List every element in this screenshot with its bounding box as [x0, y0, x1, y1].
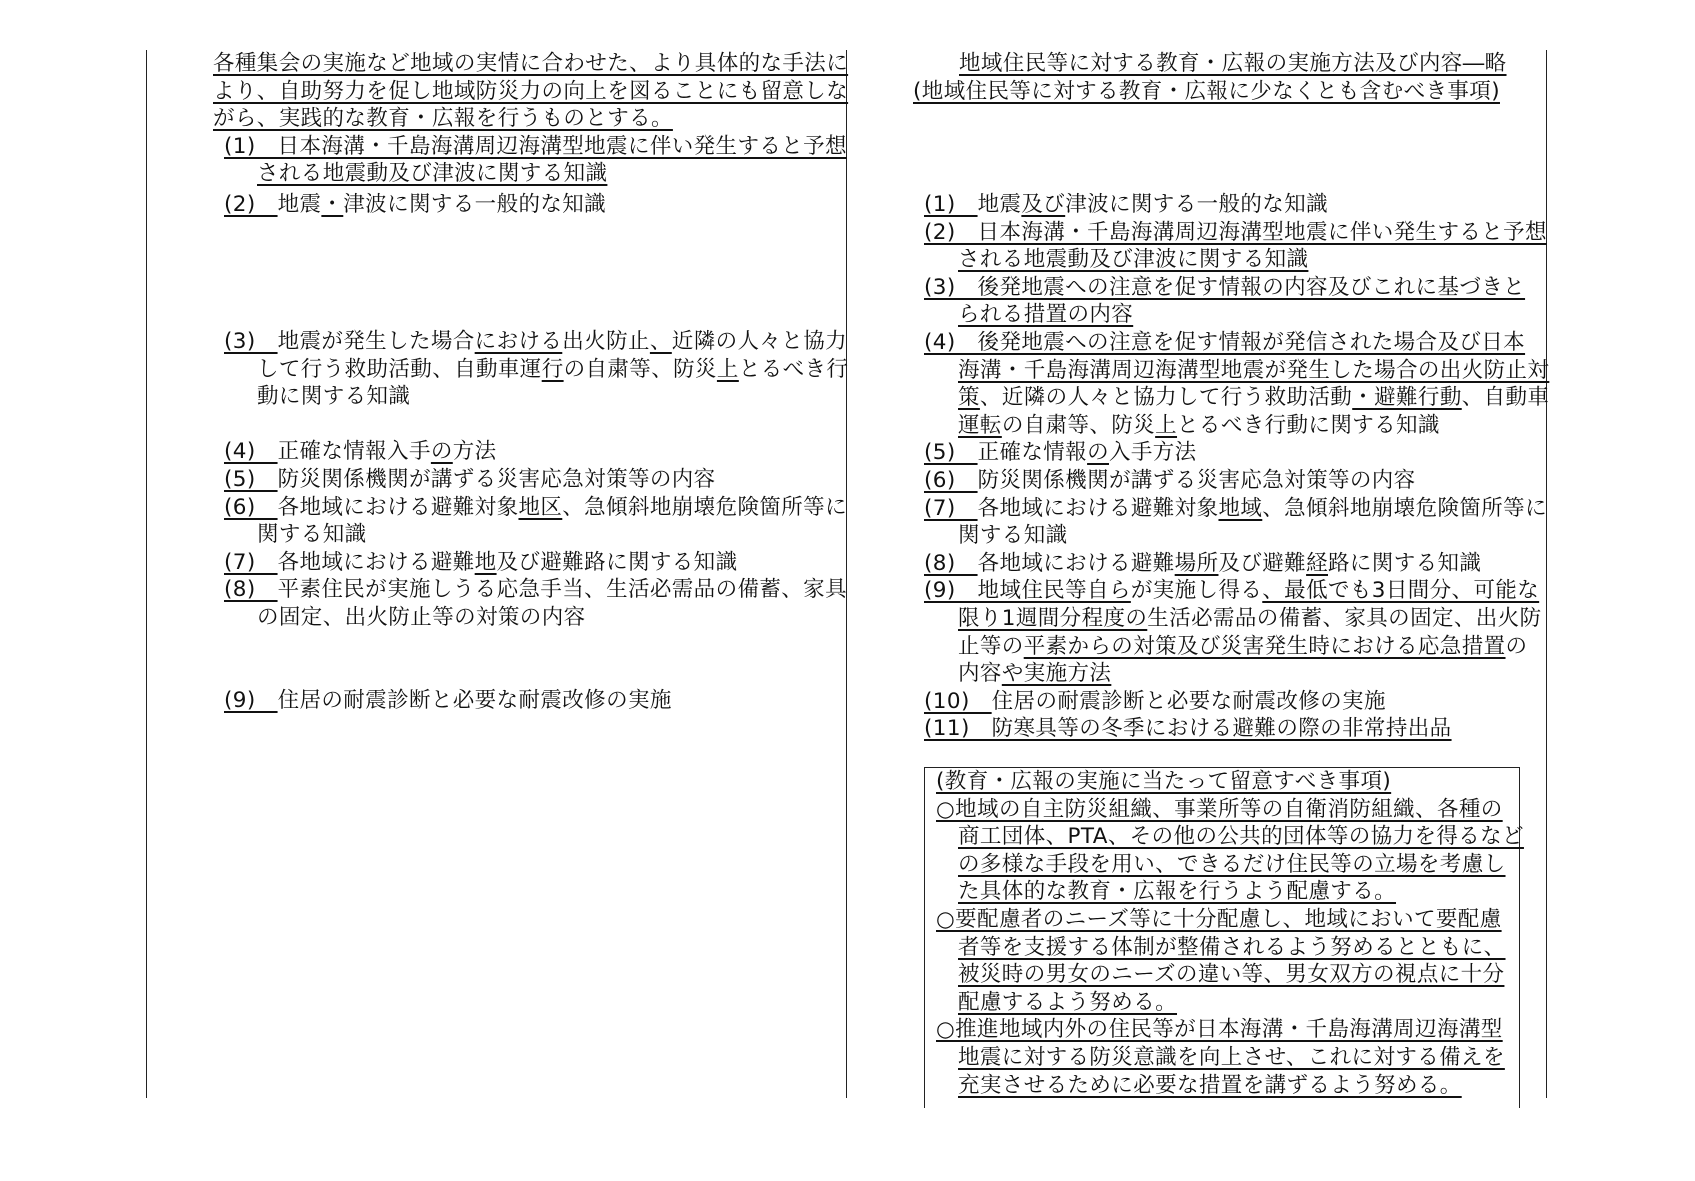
- text-line: [257, 383, 410, 411]
- text-line: [257, 160, 607, 188]
- right-column-border: [1546, 50, 1547, 1098]
- text-line: [213, 78, 848, 106]
- text-segment: ・避難行動: [1352, 385, 1462, 411]
- text-line: [958, 384, 1549, 412]
- text-segment: (1): [924, 192, 978, 217]
- text-segment: 運転: [958, 412, 1002, 438]
- text-line: [213, 105, 673, 133]
- text-line: [958, 412, 1440, 440]
- text-line: [958, 989, 1177, 1017]
- text-segment: 防災関係機関が講ずる災害応急対策等の内容: [277, 467, 716, 492]
- text-segment: の: [430, 439, 453, 465]
- text-segment: 、急傾斜地崩壊危険箇所等に: [1262, 495, 1547, 521]
- text-segment: 内容: [958, 661, 1002, 687]
- list-item: [224, 549, 737, 577]
- text-segment: (10): [924, 688, 992, 714]
- text-segment: (8): [224, 577, 278, 603]
- list-item: [924, 495, 1547, 523]
- list-item: [224, 438, 497, 466]
- text-segment: がら、実践的な教育・広報を行うものとする。: [213, 106, 673, 132]
- list-item: [924, 439, 1197, 467]
- list-item: [924, 274, 1525, 302]
- text-segment: られる措置の内容: [958, 302, 1134, 328]
- text-segment: (11) 防寒具等の冬季における避難の際の非常持出品: [924, 716, 1452, 742]
- text-line: [257, 521, 367, 549]
- section-title: [959, 50, 1507, 78]
- text-segment: ・: [321, 192, 344, 217]
- list-item: [924, 219, 1547, 247]
- list-item: [924, 577, 1539, 605]
- text-segment: 、自動車: [1461, 385, 1550, 411]
- list-item: [924, 688, 1386, 716]
- text-segment: の: [1505, 633, 1528, 659]
- list-item: [924, 329, 1525, 357]
- text-segment: (7): [224, 549, 278, 575]
- text-segment: (2) 日本海溝・千島海溝周辺海溝型地震に伴い発生すると予想: [924, 219, 1547, 245]
- text-line: [958, 522, 1068, 550]
- text-segment: 上: [716, 356, 739, 382]
- note-item: [936, 796, 1503, 824]
- text-segment: における: [474, 329, 563, 354]
- text-segment: 地震: [277, 192, 322, 217]
- list-item: [924, 715, 1452, 743]
- text-segment: (4): [224, 439, 278, 465]
- text-segment: 関する知識: [958, 523, 1068, 549]
- center-column-divider: [846, 50, 847, 1098]
- text-line: [958, 878, 1396, 906]
- text-segment: 地域住民等に対する教育・広報の実施方法及び内容―略: [959, 51, 1507, 76]
- text-segment: 地域: [1218, 495, 1263, 521]
- text-segment: 商工団体、PTA、その他の公共的団体等の協力を得るなど: [958, 824, 1524, 850]
- text-segment: 出火防止: [562, 329, 650, 354]
- text-segment: 各地域における避難対象: [977, 495, 1219, 521]
- text-segment: 及び避難路に関する知識: [496, 549, 738, 575]
- text-segment: 、急傾斜地崩壊危険箇所等に: [562, 494, 847, 520]
- list-item: [224, 191, 606, 219]
- text-segment: (1) 日本海溝・千島海溝周辺海溝型地震に伴い発生すると予想: [224, 133, 847, 159]
- list-item: [224, 133, 847, 161]
- text-segment: 地区: [518, 494, 563, 520]
- text-line: [958, 357, 1549, 385]
- text-segment: (3): [224, 329, 278, 354]
- text-segment: (教育・広報の実施に当たって留意すべき事項): [936, 769, 1392, 794]
- list-item: [924, 550, 1481, 578]
- text-line: [958, 246, 1308, 274]
- text-segment: 被災時の男女のニーズの違い等、男女双方の視点に十分: [958, 962, 1505, 988]
- text-segment: (5): [224, 467, 278, 492]
- text-segment: 平素からの対策及び災害発生時における応急措置: [1023, 633, 1506, 659]
- text-segment: 、近隣の人々と協力して行う救助活動: [979, 385, 1353, 411]
- text-segment: 及び: [1021, 192, 1066, 217]
- list-item: [224, 687, 672, 715]
- text-line: [958, 660, 1111, 688]
- text-segment: 、: [649, 329, 672, 354]
- text-segment: 近隣の人々と協力: [671, 329, 847, 354]
- list-item: [924, 467, 1416, 495]
- text-segment: 地: [474, 549, 497, 575]
- text-segment: 地震が発生した場合: [277, 329, 475, 354]
- text-segment: とるべき行: [738, 356, 849, 382]
- text-segment: ○要配慮者のニーズ等に十分配慮し、地域において要配慮: [936, 907, 1502, 932]
- list-item: [924, 191, 1328, 219]
- text-segment: 海溝・千島海溝周辺海溝型地震が発生した場合の出火防止対: [958, 357, 1550, 383]
- text-segment: 各種集会の実施など地域の実情に合わせた、より具体的な手法に: [213, 51, 849, 76]
- text-segment: ○推進地域内外の住民等が日本海溝・千島海溝周辺海溝型: [936, 1017, 1503, 1043]
- text-line: [213, 50, 848, 78]
- text-line: [958, 823, 1524, 851]
- text-segment: (9) 地域住民等自ら: [924, 578, 1131, 604]
- notes-box-title: [936, 768, 1391, 796]
- text-line: [958, 301, 1133, 329]
- text-segment: 経: [1306, 550, 1328, 576]
- text-segment: の自粛等、防災: [1001, 412, 1156, 438]
- text-line: [958, 1072, 1462, 1100]
- text-segment: 住居の耐震診断と必要な耐震改修の実施: [277, 687, 672, 713]
- text-segment: して行う救助活動、自動車運: [257, 356, 542, 382]
- text-segment: 各地域における避難対象: [277, 494, 519, 520]
- note-item: [936, 1016, 1503, 1044]
- text-segment: (8): [924, 550, 978, 576]
- list-item: [224, 328, 847, 356]
- text-segment: 津波に関する一般的な知識: [343, 192, 607, 217]
- text-segment: 生活必需品の備蓄、家具の固定、出火防: [1147, 606, 1542, 631]
- note-item: [936, 906, 1502, 934]
- text-segment: 充実させるために必要な措置を講ずるよう努める。: [958, 1072, 1462, 1098]
- text-segment: 入手方法: [1108, 440, 1197, 466]
- text-segment: 策: [958, 385, 980, 411]
- text-segment: 津波に関する一般的な知識: [1065, 192, 1328, 217]
- left-column-border: [146, 50, 147, 1098]
- text-segment: (地域住民等に対する教育・広報に少なくとも含むべき事項): [913, 78, 1500, 104]
- section-subtitle: [913, 78, 1500, 106]
- text-segment: (3) 後発地震への注意を促す情報の内容及びこれに基づきと: [924, 274, 1526, 300]
- text-segment: 上: [1155, 412, 1178, 438]
- text-segment: (6): [924, 468, 978, 493]
- text-segment: される地震動及び津波に関する知識: [958, 247, 1309, 273]
- text-line: [958, 934, 1506, 962]
- text-segment: とるべき行動に関する知識: [1177, 412, 1440, 438]
- text-segment: 配慮するよう努める。: [958, 989, 1178, 1015]
- text-segment: が実施し得る: [1130, 578, 1263, 604]
- text-line: [958, 1044, 1505, 1072]
- text-segment: 限り1週間分程度の: [958, 606, 1148, 631]
- text-segment: 、最低でも3日間分、可能な: [1262, 578, 1540, 604]
- list-item: [224, 494, 847, 522]
- text-segment: 平素住民が実施しうる応急手当、生活必需品の備蓄、家具: [277, 577, 847, 603]
- text-segment: や実施方法: [1001, 661, 1112, 687]
- text-segment: 地震: [977, 192, 1022, 217]
- text-segment: される地震動及び津波に関する知識: [257, 161, 608, 187]
- text-segment: ○地域の自主防災組織、事業所等の自衛消防組織、各種の: [936, 796, 1503, 822]
- text-segment: (5): [924, 440, 978, 466]
- text-segment: 路に関する知識: [1328, 550, 1482, 576]
- text-segment: 止等の: [958, 633, 1024, 659]
- list-item: [224, 466, 716, 494]
- text-segment: の多様な手段を用い、できるだけ住民等の立場を考慮し: [958, 851, 1506, 877]
- text-segment: (6): [224, 494, 278, 520]
- text-line: [958, 851, 1506, 879]
- text-segment: 者等を支援する体制が整備されるよう努めるとともに、: [958, 934, 1506, 960]
- text-line: [257, 604, 586, 632]
- text-segment: より、自助努力を促し地域防災力の向上を図ることにも留意しな: [213, 78, 849, 104]
- text-segment: 各地域における避難: [277, 549, 475, 575]
- text-line: [958, 633, 1527, 661]
- text-segment: 動に関する知識: [257, 384, 411, 410]
- text-segment: 関する知識: [257, 522, 367, 548]
- text-segment: 防災関係機関が講ずる災害応急対策等の内容: [977, 468, 1416, 493]
- text-segment: (4) 後発地震への注意を促す情報が発信された場合及び日本: [924, 330, 1526, 355]
- text-segment: の固定、出火防止等の対策の内容: [257, 605, 586, 630]
- text-segment: 方法: [452, 439, 497, 465]
- text-segment: の: [1087, 440, 1109, 466]
- text-segment: 各地域における避難: [977, 550, 1175, 576]
- text-segment: 行: [541, 356, 564, 382]
- text-segment: 住居の耐震診断と必要な耐震改修の実施: [991, 688, 1386, 714]
- text-segment: (2): [224, 192, 278, 217]
- text-segment: た具体的な教育・広報を行うよう配慮する。: [958, 879, 1397, 905]
- text-segment: 及び避難: [1218, 550, 1307, 576]
- list-item: [224, 576, 847, 604]
- text-segment: 地震に対する防災意識を向上させ、これに対する備えを: [958, 1045, 1505, 1070]
- text-segment: の自粛等、防災: [563, 356, 717, 382]
- text-segment: 場所: [1174, 550, 1219, 576]
- text-segment: (9): [224, 687, 278, 713]
- text-line: [257, 356, 848, 384]
- text-line: [958, 605, 1541, 633]
- text-segment: 正確な情報入手: [277, 439, 431, 465]
- text-line: [958, 961, 1504, 989]
- text-segment: (7): [924, 495, 978, 521]
- text-segment: 正確な情報: [977, 440, 1088, 466]
